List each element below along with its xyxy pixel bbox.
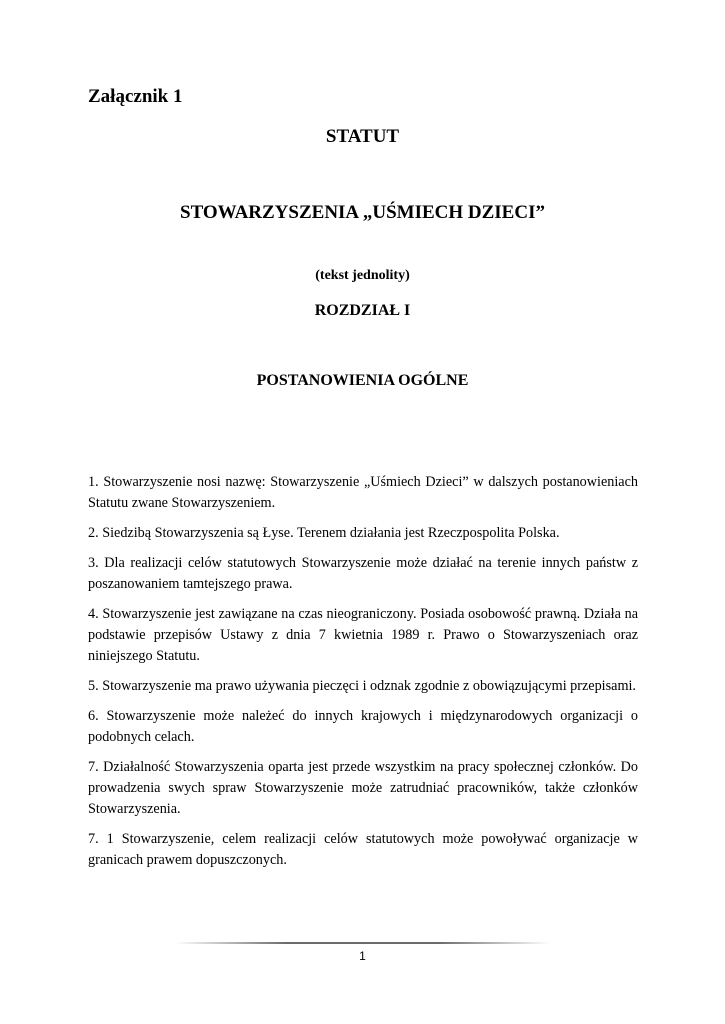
paragraph-4: 4. Stowarzyszenie jest zawiązane na czas nieograniczony. Posiada osobowość prawną. Działa na podstawie przepisów Ustawy z dnia 7 kwietnia 1989 r. Prawo o Stowarzyszeniach oraz niniejszego Statutu. xyxy=(88,606,638,664)
paragraph-3: 3. Dla realizacji celów statutowych Stowarzyszenie może działać na terenie innych państw z poszanowaniem tamtejszego prawa. xyxy=(88,555,638,592)
paragraph-7-1: 7. 1 Stowarzyszenie, celem realizacji celów statutowych może powoływać organizacje w granicach prawem dopuszczonych. xyxy=(88,831,638,868)
document-title: STATUT xyxy=(325,126,400,147)
annex-label: Załącznik 1 xyxy=(88,86,183,107)
document-note: (tekst jednolity) xyxy=(315,268,410,283)
chapter-heading: ROZDZIAŁ I xyxy=(314,302,411,319)
document-body xyxy=(88,472,638,880)
footer-divider xyxy=(175,942,550,944)
page-number: 1 xyxy=(359,949,366,963)
paragraph-5: 5. Stowarzyszenie ma prawo używania pieczęci i odznak zgodnie z obowiązującymi przepisami. xyxy=(88,678,636,694)
document-subtitle: STOWARZYSZENIA „UŚMIECH DZIECI” xyxy=(180,202,545,223)
chapter-title: POSTANOWIENIA OGÓLNE xyxy=(256,372,469,389)
paragraph-2: 2. Siedzibą Stowarzyszenia są Łyse. Terenem działania jest Rzeczpospolita Polska. xyxy=(88,525,560,541)
paragraph-1: 1. Stowarzyszenie nosi nazwę: Stowarzyszenie „Uśmiech Dzieci” w dalszych postanowieniach Statutu zwane Stowarzyszeniem. xyxy=(88,474,638,511)
paragraph-7: 7. Działalność Stowarzyszenia oparta jest przede wszystkim na pracy społecznej członków. Do prowadzenia swych spraw Stowarzyszenie może zatrudniać pracowników, także członków Stowarzyszenia. xyxy=(88,759,638,817)
paragraph-6: 6. Stowarzyszenie może należeć do innych krajowych i międzynarodowych organizacji o podobnych celach. xyxy=(88,708,638,745)
